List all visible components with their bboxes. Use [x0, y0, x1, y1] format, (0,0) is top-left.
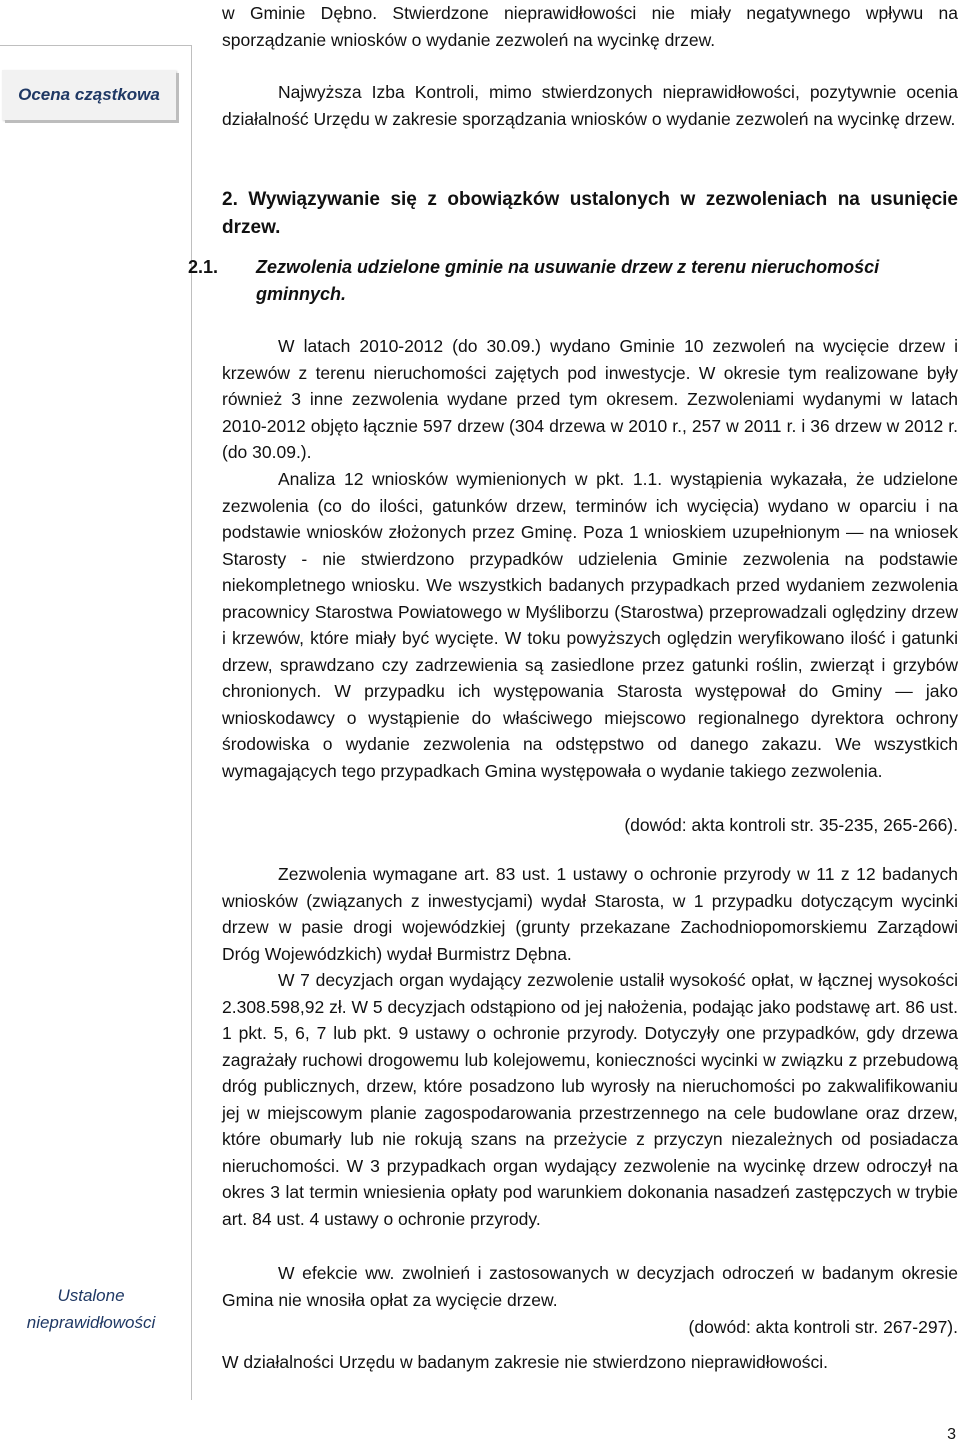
margin-rule [191, 45, 192, 1400]
assessment-label: Ocena cząstkowa [18, 84, 160, 104]
page-number: 3 [947, 1426, 956, 1443]
heading-2-1-number: 2.1. [188, 257, 219, 277]
paragraph-permits-count: W latach 2010-2012 (do 30.09.) wydano Gminie 10 zezwoleń na wycięcie drzew i krzewów z terenu nieruchomości zajętych pod inwestycje. W okresie tym realizowane były również 3 inne zezwolenia wydane przed tym okresem. Zezwoleniami wydanymi w latach 2010-2012 objęto łącznie 597 drzew (304 drzewa w 2010 r., 257 w 2011 r. i 36 drzew w 2012 r. (do 30.09.). [222, 336, 958, 462]
paragraph-fee-effect: W efekcie ww. zwolnień i zastosowanych w decyzjach odroczeń w badanym okresie Gmina nie wnosiła opłat za wycięcie drzew. [222, 1263, 958, 1310]
paragraph-permits-issuer: Zezwolenia wymagane art. 83 ust. 1 ustawy o ochronie przyrody w 11 z 12 badanych wniosków (związanych z inwestycjami) wydał Starosta, w 1 przypadku dotyczącym wycinki drzew w pasie drogi wojewódzkiej (grunty przekazane Zachodniopomorskiemu Zarządowi Dróg Wojewódzkich) wydał Burmistrz Dębna. [222, 864, 958, 964]
heading-2-1-text: Zezwolenia udzielone gminie na usuwanie drzew z terenu nieruchomości gminnych. [256, 257, 880, 304]
finding-statement: W działalności Urzędu w badanym zakresie nie stwierdzono nieprawidłowości. [222, 1352, 828, 1372]
paragraph-analysis: Analiza 12 wniosków wymienionych w pkt. 1.1. wystąpienia wykazała, że udzielone zezwolenia (co do ilości, gatunków drzew, terminów ich wycięcia) wydano w oparciu i na podstawie wniosków złożonych przez Gminę. Poza 1 wnioskiem uzupełnionym — na wniosek Starosty - nie stwierdzono przypadków udzielenia Gminie zezwolenia na podstawie niekompletnego wniosku. We wszystkich badanych przypadkach przed wydaniem zezwolenia pracownicy Starostwa Powiatowego w Myśliborzu (Starostwa) przeprowadzali oględziny drzew i krzewów, które miały być wycięte. W toku powyższych oględzin weryfikowano ilość i gatunki drzew, sprawdzano czy zadrzewienia są zasiedlone przez gatunki roślin, zwierząt i grzybów chronionych. W przypadku ich występowania Starosta występował do Gminy — jako wnioskodawcy o wystąpienie do właściwego miejscowo regionalnego dyrektora ochrony środowiska o wydanie zezwolenia na odstępstwo od danego zakazu. We wszystkich wymagających tego przypadkach Gmina występowała o wydanie takiego zezwolenia. [222, 469, 958, 781]
assessment-paragraph: Najwyższa Izba Kontroli, mimo stwierdzonych nieprawidłowości, pozytywnie ocenia działalność Urzędu w zakresie sporządzania wniosków o wydanie zezwoleń na wycinkę drzew. [222, 82, 958, 129]
sidebar-divider [0, 45, 191, 46]
paragraph-fees: W 7 decyzjach organ wydający zezwolenie ustalił wysokość opłat, w łącznej wysokości 2.308.598,92 zł. W 5 decyzjach odstąpiono od jej nałożenia, podając jako podstawę art. 86 ust. 1 pkt. 5, 6, 7 lub pkt. 9 ustawy o ochronie przyrody. Dotyczyły one przypadków, gdy drzewa zagrażały ruchowi drogowemu lub kolejowemu, konieczności wycinki w związku z przebudową dróg publicznych, drzew, które posadzono lub wyrosły na nieruchomości po zakwalifikowaniu jej w miejscowym planie zagospodarowania przestrzennego na cele budowlane oraz drzew, które obumarły lub nie rokują szans na przeżycie z przyczyn niezależnych od posiadacza nieruchomości. W 3 przypadkach organ wydający zezwolenie na wycinkę drzew odroczył na okres 3 lat termin wniesienia opłaty pod warunkiem dokonania nasadzeń zastępczych w trybie art. 84 ust. 4 ustawy o ochronie przyrody. [222, 970, 958, 1229]
section-heading-2-1 [188, 254, 958, 308]
evidence-reference-2: (dowód: akta kontroli str. 267-297). [688, 1317, 958, 1337]
evidence-reference-1: (dowód: akta kontroli str. 35-235, 265-266). [624, 815, 958, 835]
assessment-label-box [2, 70, 176, 120]
section-heading-2: 2. Wywiązywanie się z obowiązków ustalonych w zezwoleniach na usunięcie drzew. [222, 189, 958, 238]
findings-label [2, 1282, 180, 1336]
findings-label-line1: Ustalone [57, 1286, 125, 1305]
intro-paragraph: w Gminie Dębno. Stwierdzone nieprawidłowości nie miały negatywnego wpływu na sporządzanie wniosków o wydanie zezwoleń na wycinkę drzew. [222, 3, 958, 50]
findings-label-line2: nieprawidłowości [26, 1313, 156, 1332]
